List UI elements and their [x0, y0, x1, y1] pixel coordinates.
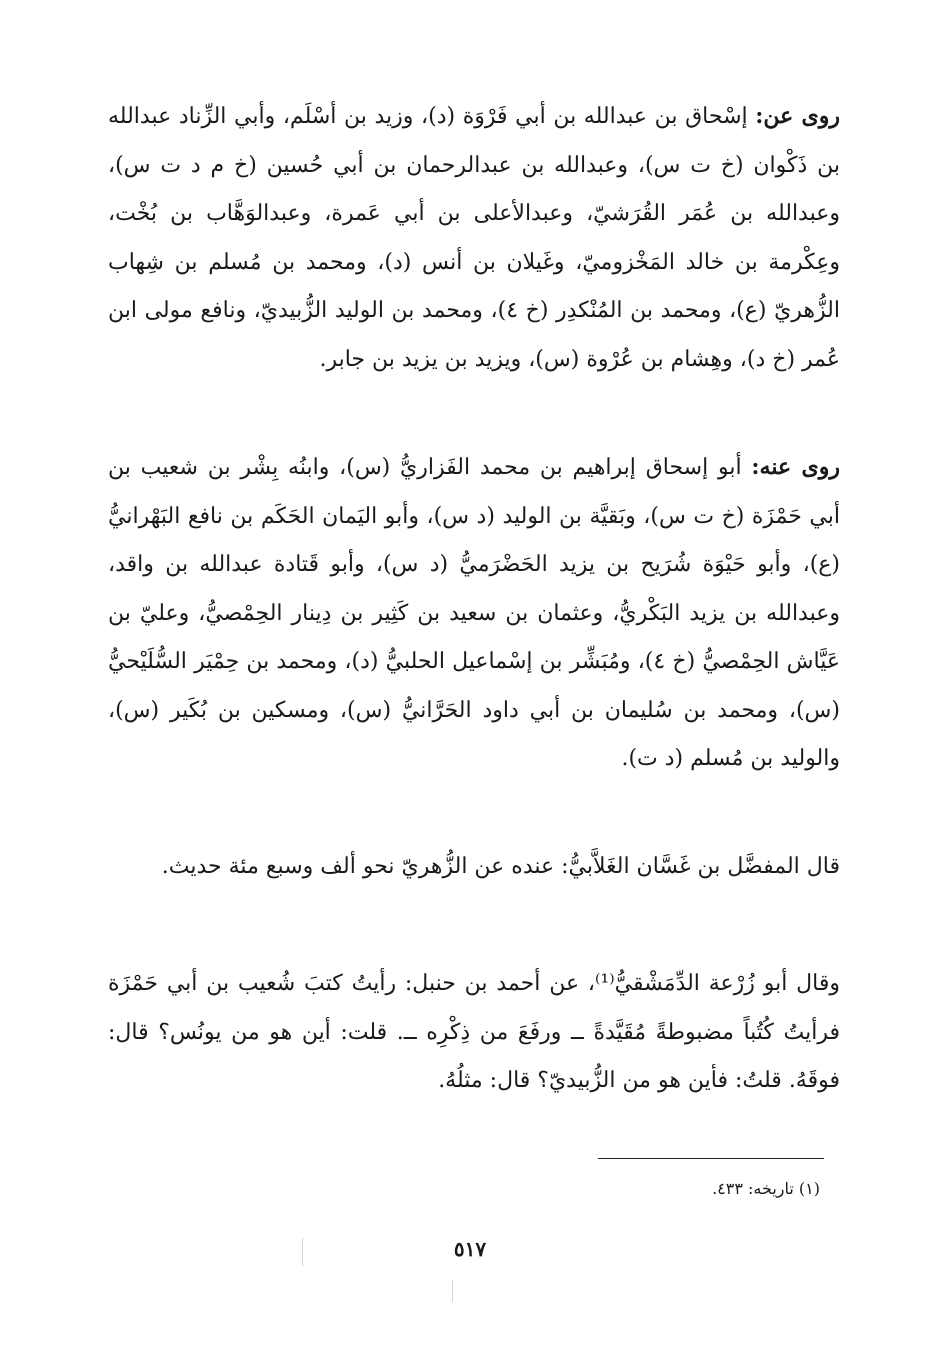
page-number: ٥١٧ — [453, 1237, 487, 1261]
footnote-text: (١) تاريخه: ٤٣٣. — [712, 1179, 820, 1198]
footnote — [580, 1177, 820, 1201]
narrated-from-paragraph — [108, 92, 840, 384]
mufaddal-paragraph — [108, 843, 840, 892]
mufaddal-text: قال المفضَّل بن غَسَّان الغَلاَّبيُّ: عنده عن الزُّهريّ نحو ألف وسبع مئة حديث. — [161, 854, 840, 879]
abu-zura-text: وقال أبو زُرْعة الدِّمَشْقيُّ⁽¹⁾، عن أحمد بن حنبل: رأيتُ كتبَ شُعيب بن أبي حَمْزَة فرأيتُ كُتُباً مضبوطةً مُقَيَّدةً ــ ورفَعَ من ذِكْرِه ــ. قلت: أين هو من يونُس؟ قال: فوقَهُ. قلتُ: فأين هو من الزُّبيديّ؟ قال: مثلُهُ. — [108, 971, 840, 1093]
narrated-by-text: أبو إسحاق إبراهيم بن محمد الفَزاريُّ (س)، وابنُه بِشْر بن شعيب بن أبي حَمْزَة (خ ت س)، وبَقيَّة بن الوليد (د س)، وأبو اليَمان الحَكَم بن نافع البَهْرانيُّ (ع)، وأبو حَيْوَة شُرَيح بن يزيد الحَضْرَميُّ (د س)، وأبو قَتادة عبدالله بن واقد، وعبدالله بن يزيد البَكْريُّ، وعثمان بن سعيد بن كَثِير بن دِينار الحِمْصيُّ، وعليّ بن عَيَّاش الحِمْصيُّ (خ ٤)، ومُبَشِّر بن إسْماعيل الحلبيُّ (د)، ومحمد بن حِمْيَر السُّلَيْحيُّ (س)، ومحمد بن سُليمان بن أبي داود الحَرَّانيُّ (س)، ومسكين بن بُكَير (س)، والوليد بن مُسلم (د ت). — [108, 455, 840, 771]
narrated-by-paragraph — [108, 443, 840, 784]
narrated-by-label: روى عنه: — [751, 454, 841, 480]
footnote-divider — [598, 1158, 824, 1159]
abu-zura-paragraph — [108, 960, 840, 1106]
narrated-from-text: إسْحاق بن عبدالله بن أبي فَرْوَة (د)، وزيد بن أسْلَم، وأبي الزِّناد عبدالله بن ذَكْوان (خ ت س)، وعبدالله بن عبدالرحمان بن أبي حُسين (خ م د ت س)، وعبدالله بن عُمَر القُرَشيّ، وعبدالأعلى بن أبي عَمرة، وعبدالوَهَّاب بن بُخْت، وعِكْرمة بن خالد المَخْزوميّ، وغَيلان بن أنس (د)، ومحمد بن مُسلم بن شِهاب الزُّهريّ (ع)، ومحمد بن المُنْكدِر (خ ٤)، ومحمد بن الوليد الزُّبيديّ، ونافع مولى ابن عُمر (خ د)، وهِشام بن عُرْوة (س)، ويزيد بن يزيد بن جابر. — [108, 104, 840, 372]
scan-artifact-mark — [452, 1280, 453, 1302]
narrated-from-label: روى عن: — [755, 103, 841, 129]
scan-artifact-mark — [302, 1238, 303, 1266]
